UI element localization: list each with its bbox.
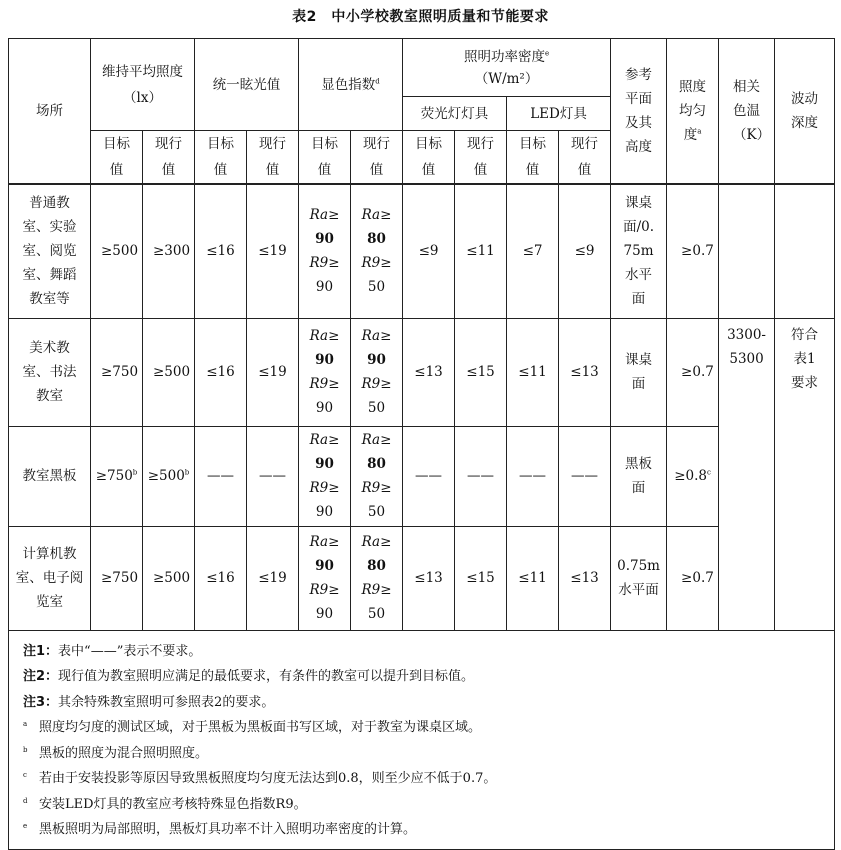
header-ref-plane: 参考平面及其高度 (611, 39, 667, 185)
header-lpd: 照明功率密度$^e$ （W/m²） (403, 39, 611, 97)
requirements-table-wrap (8, 38, 834, 850)
cell-cri-current: Ra≥ 80 R9≥ 50 (351, 184, 403, 318)
cell-ill-current: ≥500 (143, 318, 195, 426)
cell-ref: 黑板面 (611, 426, 667, 526)
cell-cri-target: Ra≥ 90 R9≥ 90 (299, 426, 351, 526)
subheader-target: 目标值 (91, 131, 143, 185)
subheader-current: 现行值 (143, 131, 195, 185)
footnote: a 照度均匀度的测试区域，对于黑板为黑板面书写区域，对于教室为课桌区域。 (23, 720, 482, 735)
cell-flicker-value: 符合表1要求 (775, 318, 835, 630)
notes-cell (9, 630, 835, 849)
cell-ill-current: $\ge 500^b$ (143, 426, 195, 526)
cell-ugr-current: ≤19 (247, 318, 299, 426)
subheader-target: 目标值 (195, 131, 247, 185)
cell-ugr-target: ≤16 (195, 318, 247, 426)
cell-fl-current: ≤15 (455, 526, 507, 630)
cell-cri-target: Ra≥ 90 R9≥ 90 (299, 318, 351, 426)
cell-fl-target: ≤13 (403, 526, 455, 630)
subheader-target: 目标值 (507, 131, 559, 185)
cell-flicker (775, 184, 835, 318)
cell-ill-target: ≥500 (91, 184, 143, 318)
cell-cri-current: Ra≥ 80 R9≥ 50 (351, 426, 403, 526)
subheader-current: 现行值 (559, 131, 611, 185)
cell-ugr-current: ≤19 (247, 184, 299, 318)
footnote: e 黑板照明为局部照明，黑板灯具功率不计入照明功率密度的计算。 (23, 822, 417, 837)
cell-place: 美术教室、书法教室 (9, 318, 91, 426)
cell-fl-current: ≤11 (455, 184, 507, 318)
cell-fl-current: ≤15 (455, 318, 507, 426)
table-row (9, 184, 835, 318)
notes-row (9, 630, 835, 849)
cell-ref: 课桌面 (611, 318, 667, 426)
cell-led-target: ≤7 (507, 184, 559, 318)
cell-ugr-current: —— (247, 426, 299, 526)
cell-ref: 0.75m水平面 (611, 526, 667, 630)
cell-fl-target: —— (403, 426, 455, 526)
table-row (9, 526, 835, 630)
cell-uniformity: ≥0.7 (667, 526, 719, 630)
footnote: b 黑板的照度为混合照明照度。 (23, 745, 209, 761)
note: 注2：现行值为教室照明应满足的最低要求，有条件的教室可以提升到目标值。 (23, 669, 475, 684)
table-title: 表2 中小学校教室照明质量和节能要求 (292, 9, 549, 25)
cell-ugr-target: ≤16 (195, 526, 247, 630)
cell-ill-target: ≥750 (91, 318, 143, 426)
cell-led-current: —— (559, 426, 611, 526)
table-row (9, 426, 835, 526)
cell-ugr-current: ≤19 (247, 526, 299, 630)
cell-place: 计算机教室、电子阅览室 (9, 526, 91, 630)
cell-ref: 课桌面/0.75m水平面 (611, 184, 667, 318)
header-fluorescent: 荧光灯灯具 (403, 97, 507, 131)
cell-cri-current: Ra≥ 80 R9≥ 50 (351, 526, 403, 630)
cell-cri-target: Ra≥ 90 R9≥ 90 (299, 184, 351, 318)
cell-fl-current: —— (455, 426, 507, 526)
cell-cct (719, 184, 775, 318)
header-cri: 显色指数$^d$ (299, 39, 403, 131)
cell-led-current: ≤13 (559, 526, 611, 630)
cell-ill-target: ≥750 (91, 526, 143, 630)
header-ugr: 统一眩光值 (195, 39, 299, 131)
header-illuminance: 维持平均照度（lx） (91, 39, 195, 131)
cell-ugr-target: —— (195, 426, 247, 526)
note: 注3：其余特殊教室照明可参照表2的要求。 (23, 694, 275, 710)
note: 注1：表中“——”表示不要求。 (23, 643, 202, 659)
cell-ill-current: ≥300 (143, 184, 195, 318)
cell-ill-current: ≥500 (143, 526, 195, 630)
cell-ill-target: $\ge 750^b$ (91, 426, 143, 526)
header-led: LED灯具 (507, 97, 611, 131)
subheader-current: 现行值 (351, 131, 403, 185)
cell-cri-current: Ra≥ 90 R9≥ 50 (351, 318, 403, 426)
cell-cct-value: 3300-5300 (719, 318, 775, 630)
cell-led-target: —— (507, 426, 559, 526)
cell-place: 教室黑板 (9, 426, 91, 526)
cell-led-target: ≤11 (507, 318, 559, 426)
subheader-current: 现行值 (247, 131, 299, 185)
cell-ugr-target: ≤16 (195, 184, 247, 318)
cell-uniformity: ≥0.8$^c$ (667, 426, 719, 526)
header-uniformity: 照度均匀度$^a$ (667, 39, 719, 185)
cell-place: 普通教室、实验室、阅览室、舞蹈教室等 (9, 184, 91, 318)
subheader-target: 目标值 (403, 131, 455, 185)
subheader-target: 目标值 (299, 131, 351, 185)
header-cct: 相关色温（K） (719, 39, 775, 185)
header-place: 场所 (9, 39, 91, 185)
subheader-current: 现行值 (455, 131, 507, 185)
cell-fl-target: ≤9 (403, 184, 455, 318)
cell-led-target: ≤11 (507, 526, 559, 630)
cell-uniformity: ≥0.7 (667, 318, 719, 426)
footnote: d 安装LED灯具的教室应考核特殊显色指数R9。 (23, 796, 307, 812)
requirements-table (8, 38, 835, 850)
table-row (9, 318, 835, 426)
cell-cri-target: Ra≥ 90 R9≥ 90 (299, 526, 351, 630)
header-flicker: 波动深度 (775, 39, 835, 185)
cell-fl-target: ≤13 (403, 318, 455, 426)
footnote: c 若由于安装投影等原因导致黑板照度均匀度无法达到0.8，则至少应不低于0.7。 (23, 771, 497, 786)
cell-led-current: ≤9 (559, 184, 611, 318)
cell-uniformity: ≥0.7 (667, 184, 719, 318)
cell-led-current: ≤13 (559, 318, 611, 426)
